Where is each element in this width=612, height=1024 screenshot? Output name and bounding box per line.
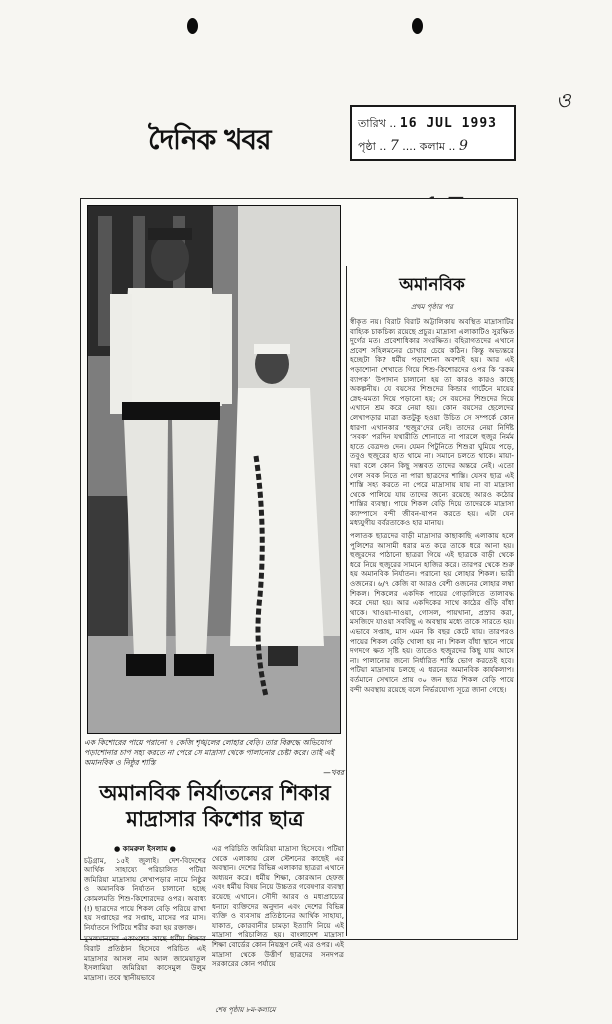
stamp-column: 9 — [458, 138, 468, 154]
article-column-2 — [212, 844, 344, 971]
date-stamp: তারিখ .. 16 JUL 1993 পৃষ্ঠা .. 7 .... কলাম .. 9 — [350, 105, 516, 161]
article-paragraph: স্বীকৃত নয়। বিরাট বিরাট অট্টালিকায় অবস্থিত মাদ্রাসাটির বাহ্যিক চাকচিক্য রয়েছে প্রচুর। মাদ্রাসা এলাকাটিও সুরক্ষিত দুর্গের মত। প্রবেশাধিকার সংরক্ষিত। বহিরাগতদের এখানে প্রবেশ সহিলমনের চোখার চেয়ে কঠিন। কিন্তু অভ্যন্তরে হচ্ছেটা কি? ধর্মীয় পড়াশোনা অবশ্যই হয়। আর এই পড়াশোনা শেখাতে গিয়ে শিশু-কিশোরদের ওপর কি ‘রকম ব্যাপক’ উপাদান চালানো হয় তা কারও কারও কাছে অকল্পনীয়। যে বয়সের শিশুদের কিন্ডার গার্টেনে মায়ের স্নেহ-মমতা দিয়ে পড়ানো হয়; সে বয়সের শিশুদের দিয়ে এখানে শ্রম করে নেয়া হয়। কোন বয়সের ছেলেদের লেখাপড়ার মাত্রা কতটুকু হওয়া উচিত সে সম্পর্কে কোন ধারণা এখানকার ‘হুজুর’দের নেই। তাদের নেয়া নির্দিষ্ট ‘সবক’ পরদিন যথারীতি শোনাতে না পারলে হুজুর নির্মম হাতে বেত্রদণ্ড দেন। যেমন পিটুনিতে শিশুরা ঘুমিয়ে পড়ে, তবুও হুজুরের হাত থামে না। সমানে চলতে থাকে। মায়া-দয়া বলে কোন কিছু সম্ভবত তাদের অন্তরে নেই। এতো গেল সবক নিতে না পারা ছাত্রদের শাস্তি। যেসব ছাত্র এই শাস্তি সহ্য করতে না পেরে মাদ্রাসায় যায় না বা মাদ্রাসা থেকে পালিয়ে যায় তাদের জন্যে রয়েছে আরও কঠোর শাস্তির ব্যবস্থা। পায়ে শিকল বেড়ি দিয়ে তাদেরকে মাদ্রাসা ক্যাম্পাসে বন্দী জীবন-যাপন করতে হয়। এটা যেন মধ্যযুগীয় বর্বরতাকেও হার মানায়। — [350, 317, 514, 528]
punch-hole-left — [187, 18, 198, 34]
caption-text: এক কিশোরের পায়ে পরানো ৭ কেজি শৃঙ্খলের লোহার বেড়ি। তার বিরুদ্ধে অভিযোগ পড়াশোনার চাপ সহ্য করতে না পেরে সে মাদ্রাসা থেকে পালানোর চেষ্টা করে। তাই এই অমানবিক ও নিষ্ঠুর শাস্তি — [84, 738, 335, 767]
article-paragraph: চট্টগ্রাম, ১৫ই জুলাই। দেশ-বিদেশের আর্থিক সাহায্যে পরিচালিত পটিয়া জমিরিয়া মাদ্রাসায় লেখাপড়ার নামে নিষ্ঠুর ও অমানবিক নির্যাতন চালানো হচ্ছে কোমলমতি শিশু-কিশোরদের ওপর। অবাধ্য (!) ছাত্রদের পায়ে শিকল বেড়ি পরিয়ে রাখা হয় সপ্তাহের পর সপ্তাহ, মাসের পর মাস। নির্যাতনে পিটিয়ে শরীর করা হয় রক্তাক্ত। — [84, 855, 206, 932]
continued-article-subheading: প্রথম পৃষ্ঠার পর — [411, 303, 453, 311]
stamp-page: 7 — [389, 138, 399, 154]
continuation-note: শেষ পৃষ্ঠায় ৮ম-কলামে — [215, 1006, 276, 1014]
column-divider — [346, 266, 347, 936]
photo-credit: —খবর — [323, 768, 344, 777]
photo-caption — [84, 738, 344, 778]
stamp-date: 16 JUL 1993 — [399, 116, 497, 131]
news-photo — [87, 205, 341, 734]
newspaper-masthead: দৈনিক খবর — [148, 123, 271, 156]
article-paragraph: মুসলমানদের একাংশের কাছে ধর্মীয় শিক্ষার বিরাট প্রতিষ্ঠান হিসেবে পরিচিত এই মাদ্রাসার আসল নাম আল জামেয়াতুল ইসলামিয়া জমিরিয়া কাসেমুল উলুম মাদ্রাসা। তবে স্থানীয়ভাবে — [84, 934, 206, 982]
article-paragraph: এর পরিচিতি জমিরিয়া মাদ্রাসা হিসেবে। পটিয়া থেকে এলাকায় রেল স্টেশনের কাছেই এর অবস্থান। দেশের বিভিন্ন এলাকার ছাত্ররা এখানে অধ্যয়ন করে। ধর্মীয় শিক্ষা, কোরআন হেফজ এবং ধর্মীয় বিষয় নিয়ে উচ্চতর গবেষণার ব্যবস্থা রয়েছে এখানে। সৌদী আরব ও মধ্যপ্রাচ্যের ধনাঢ্য ব্যক্তিদের অনুদান এবং দেশের বিভিন্ন ব্যক্তি ও ব্যবসায় প্রতিষ্ঠানের আর্থিক সাহায্য, যাকাত, কোরবানীর চামড়া ইত্যাদি নিয়ে এই মাদ্রাসা পরিচালিত হয়। বাংলাদেশ মাদ্রাসা শিক্ষা বোর্ডের কোন নিয়ন্ত্রণ নেই এর ওপর। এই মাদ্রাসা থেকে উত্তীর্ণ ছাত্রদের সনদপত্র সরকারের কোন পর্যায়ে — [212, 844, 344, 969]
punch-hole-right — [412, 18, 423, 34]
photo-illustration — [88, 206, 341, 734]
article-column-1 — [84, 844, 206, 984]
continued-article-body — [350, 317, 514, 694]
continued-article-heading: অমানবিক — [399, 275, 465, 295]
stamp-column-label: কলাম — [419, 140, 445, 153]
article-paragraph: পলাতক ছাত্রদের বাড়ী মাদ্রাসার কাছাকাছি এলাকায় হলে পুলিশের আসামী ধরার মত করে তাকে ধরে আনা হয়। হুজুরদের পাঠানো ছাত্ররা গিয়ে এই ছাত্রকে বাড়ী থেকে ধরে নিয়ে হুজুরের সামনে হাজির করে। তারপর থেকে শুরু হয় অমানবিক নির্যাতন। পরানো হয় লোহার শিকল। ভারী ওজনের। ৬/৭ কেজি বা আরও বেশী ওজনের লোহার লম্বা শিকল। শিকলের একদিক পায়ের গোড়ালিতে তালাবদ্ধ করে দেয়া হয়। আর একদিকের সাথে কাঠের গুঁড়ি বাঁধা থাকে। খাওয়া-দাওয়া, গোসল, পায়খানা, প্রস্রাব করা, মসজিদে যাওয়া সববিছু এ অবস্থায় মধ্যে তাকে সারতে হয়। এভাবে সপ্তাহ, মাস এমন কি বছর কেটে যায়। তারপরও পায়ের শিকল বেড়ি খোলা হয় না। শিকল বাঁধা স্থানে পায়ে দগদগে ক্ষত সৃষ্টি হয়। তাতেও হুজুরদের কিছু যায় আসে না। পালানোর জন্যে নির্ধারিত শাস্তি ভোগ করতেই হবে। পটিয়া মাদ্রাসায় চলছে এ ধরনের অমানবিক কার্যকলাপ। বর্তমানে সেখানে প্রায় ৩০ জন ছাত্র শিকল বেড়ি পায়ে বন্দী অবস্থায় রয়েছে বলে নির্ভরযোগ্য সূত্রে জানা গেছে। — [350, 531, 514, 694]
headline-line-2: মাদ্রাসার কিশোর ছাত্র — [126, 807, 304, 831]
stamp-page-label: পৃষ্ঠা — [358, 140, 376, 153]
article-headline — [84, 780, 346, 832]
corner-annotation: ও — [556, 88, 571, 112]
byline: ● কামরুল ইসলাম ● — [114, 844, 176, 853]
continued-article-column — [350, 266, 514, 697]
headline-line-1: অমানবিক নির্যাতনের শিকার — [99, 781, 331, 805]
stamp-date-label: তারিখ — [358, 117, 386, 130]
